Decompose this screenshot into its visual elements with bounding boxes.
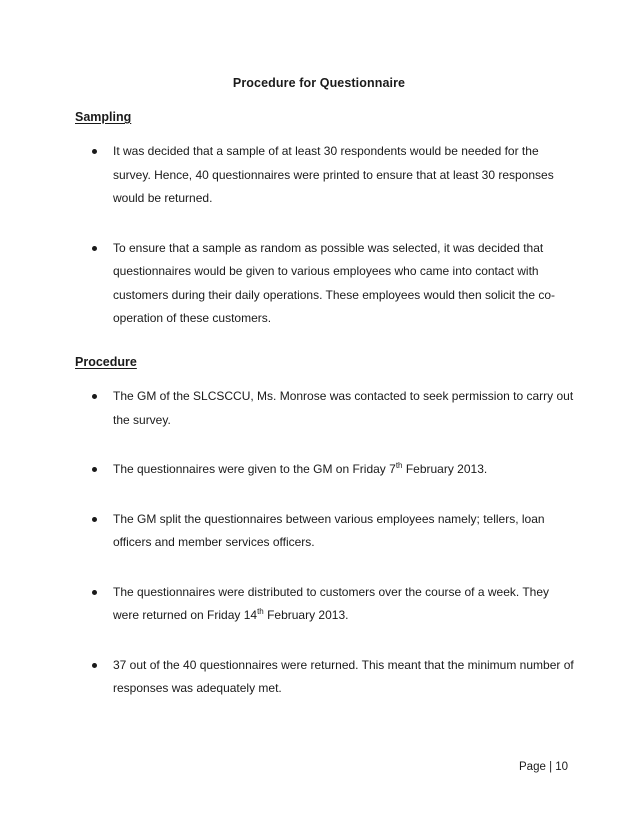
- bullet-text: The questionnaires were distributed to customers over the course of a week. They were returned on Friday 14th February 2013.: [113, 584, 550, 622]
- list-item: [0, 508, 638, 555]
- bullet-icon: [92, 590, 97, 595]
- procedure-list: [0, 385, 638, 701]
- list-item: [0, 458, 638, 482]
- bullet-text: The GM split the questionnaires between various employees namely; tellers, loan officers and member services officers.: [113, 511, 545, 549]
- sampling-list: [0, 140, 638, 331]
- section-heading-procedure: Procedure: [75, 355, 137, 369]
- list-item: [0, 654, 638, 701]
- bullet-icon: [92, 246, 97, 251]
- list-item: [0, 385, 638, 432]
- list-item: [0, 140, 638, 211]
- page-number-footer: [519, 761, 568, 773]
- bullet-icon: [92, 149, 97, 154]
- list-item: [0, 237, 638, 331]
- bullet-text: To ensure that a sample as random as possible was selected, it was decided that questionnaires would be given to various employees who came into contact with customers during their daily operations. These employees would then solicit the co-operation of these customers.: [113, 240, 556, 325]
- list-item: [0, 581, 638, 628]
- bullet-icon: [92, 467, 97, 472]
- bullet-text: The GM of the SLCSCCU, Ms. Monrose was contacted to seek permission to carry out the survey.: [113, 389, 574, 427]
- page-label: Page: [519, 761, 546, 773]
- page-title: Procedure for Questionnaire: [232, 76, 406, 90]
- bullet-text: The questionnaires were given to the GM on Friday 7th February 2013.: [113, 461, 488, 476]
- bullet-text: 37 out of the 40 questionnaires were returned. This meant that the minimum number of responses was adequately met.: [113, 657, 574, 695]
- page-separator: |: [549, 761, 553, 773]
- bullet-icon: [92, 517, 97, 522]
- bullet-text: It was decided that a sample of at least 30 respondents would be needed for the survey. Hence, 40 questionnaires were printed to ensure that at least 30 responses would be returned.: [113, 144, 554, 205]
- bullet-icon: [92, 394, 97, 399]
- bullet-icon: [92, 663, 97, 668]
- section-heading-sampling: Sampling: [75, 110, 132, 124]
- page-number: 10: [555, 761, 569, 773]
